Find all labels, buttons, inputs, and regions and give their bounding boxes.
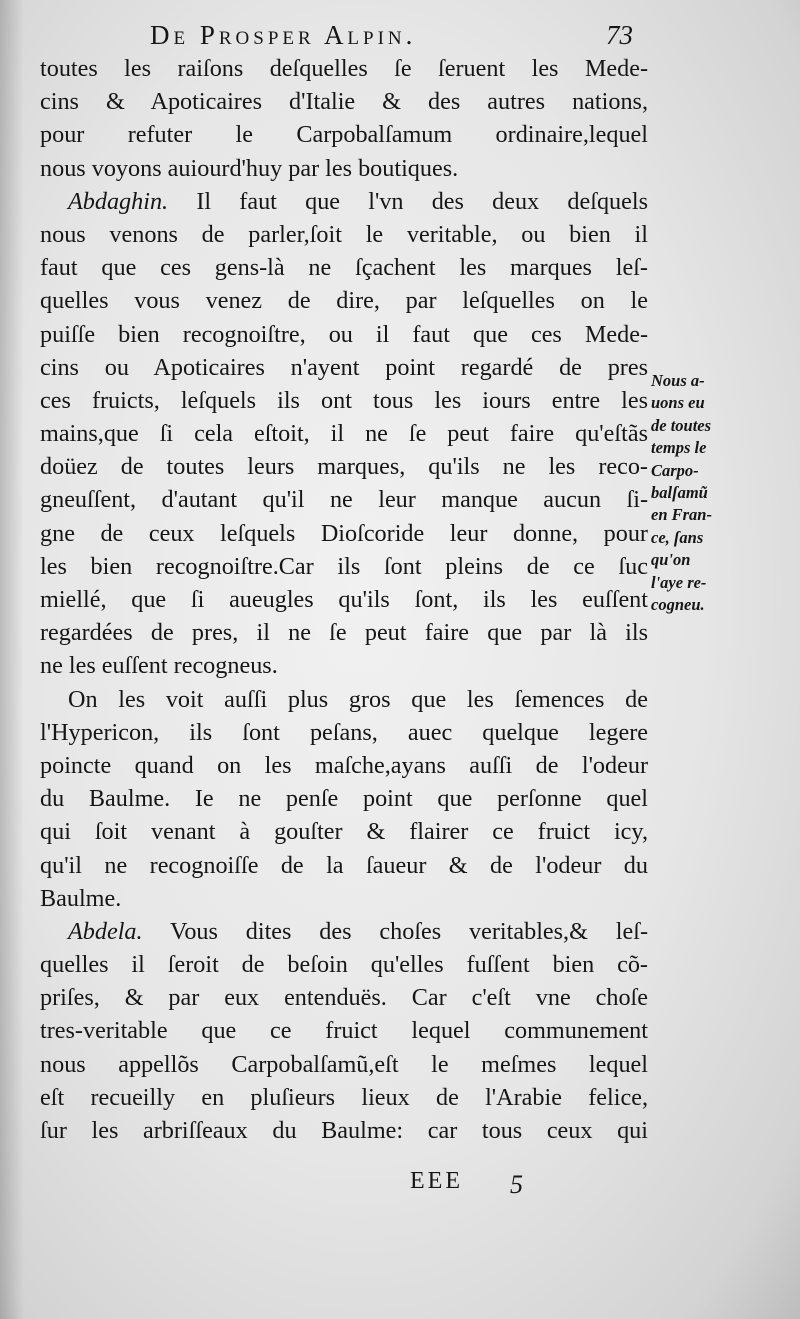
text-line: toutes les raiſons deſquelles ſe ſeruent les Mede- <box>40 55 648 82</box>
signature-mark: EEE <box>410 1168 463 1194</box>
running-title: De Prosper Alpin. <box>150 20 417 50</box>
speaker-name: Abdaghin. <box>68 187 169 215</box>
text-line: mains,que ſi cela eſtoit, il ne ſe peut faire qu'eſtãs <box>40 420 648 448</box>
margin-note-line: qu'on <box>651 550 691 570</box>
text-line: ne les euſſent recogneus. <box>40 652 278 680</box>
text-line: quelles vous venez de dire, par leſquelles on le <box>40 287 648 315</box>
text-line: qui ſoit venant à gouſter & flairer ce fruict icy, <box>40 818 648 846</box>
text-line: cins ou Apoticaires n'ayent point regardé de pres <box>40 353 648 381</box>
text-line: regardées de pres, il ne ſe peut faire que par là ils <box>40 619 648 647</box>
margin-note-line: en Fran- <box>651 505 712 525</box>
text-line: quelles il ſeroit de beſoin qu'elles fuſſent bien cõ- <box>40 951 648 979</box>
page-number: 73 <box>606 20 633 50</box>
text-line: du Baulme. Ie ne penſe point que perſonne quel <box>40 785 648 813</box>
text-line: pour refuter le Carpobalſamum ordinaire,lequel <box>40 121 648 149</box>
text-line: gne de ceux leſquels Dioſcoride leur donne, pour <box>40 519 648 547</box>
margin-note-line: uons eu <box>651 393 705 413</box>
text-line: les bien recognoiſtre.Car ils ſont pleins de ce ſuc <box>40 552 648 580</box>
speaker-name: Abdela. <box>68 917 143 945</box>
text-line: eſt recueilly en pluſieurs lieux de l'Arabie felice, <box>40 1083 648 1111</box>
gutter-shadow <box>0 0 24 1319</box>
catchword: 5 <box>510 1170 523 1199</box>
marginal-note <box>651 370 751 616</box>
text-line: On les voit auſſi plus gros que les ſemences de <box>68 685 648 713</box>
text-line: qu'il ne recognoiſſe de la ſaueur & de l'odeur du <box>40 851 648 879</box>
text-line: Baulme. <box>40 884 122 912</box>
text-line: miellé, que ſi aueugles qu'ils ſont, ils les euſſent <box>40 586 648 613</box>
text-line: cins & Apoticaires d'Italie & des autres nations, <box>40 88 648 116</box>
text-line: ſur les arbriſſeaux du Baulme: car tous ceux qui <box>40 1117 648 1144</box>
margin-note-line: de toutes <box>651 415 712 435</box>
main-text-block <box>40 52 648 1147</box>
margin-note-line: balſamũ <box>651 483 708 503</box>
text-fragment: Il faut que l'vn des deux deſquels <box>168 187 648 215</box>
text-line: l'Hypericon, ils ſont peſans, auec quelque legere <box>40 718 648 746</box>
text-line: gneuſſent, d'autant qu'il ne leur manque aucun ſi- <box>40 486 648 514</box>
text-line: nous voyons auiourd'huy par les boutiques. <box>40 154 459 182</box>
text-line: poincte quand on les maſche,ayans auſſi de l'odeur <box>40 751 648 779</box>
margin-note-line: Nous a- <box>651 371 705 390</box>
text-line: puiſſe bien recognoiſtre, ou il faut que ces Mede- <box>40 320 648 348</box>
text-fragment: Vous dites des choſes veritables,& leſ- <box>142 917 648 945</box>
text-line <box>40 915 648 948</box>
text-line: faut que ces gens-là ne ſçachent les marques leſ- <box>40 254 648 282</box>
text-line: doüez de toutes leurs marques, qu'ils ne les reco- <box>40 453 648 481</box>
margin-note-line: ce, ſans <box>651 527 704 547</box>
text-line: priſes, & par eux entenduës. Car c'eſt vne choſe <box>40 984 648 1012</box>
text-line: nous venons de parler,ſoit le veritable, ou bien il <box>40 220 648 248</box>
margin-note-line: l'aye re- <box>651 572 707 592</box>
margin-note-line: temps le <box>651 438 707 458</box>
text-line: nous appellõs Carpobalſamũ,eſt le meſmes lequel <box>40 1050 648 1078</box>
text-line <box>40 185 648 218</box>
margin-note-line: Carpo- <box>651 460 699 480</box>
text-line: ces fruicts, leſquels ils ont tous les iours entre les <box>40 386 648 414</box>
text-line: tres-veritable que ce fruict lequel communement <box>40 1017 648 1045</box>
margin-note-line: cogneu. <box>651 595 705 615</box>
